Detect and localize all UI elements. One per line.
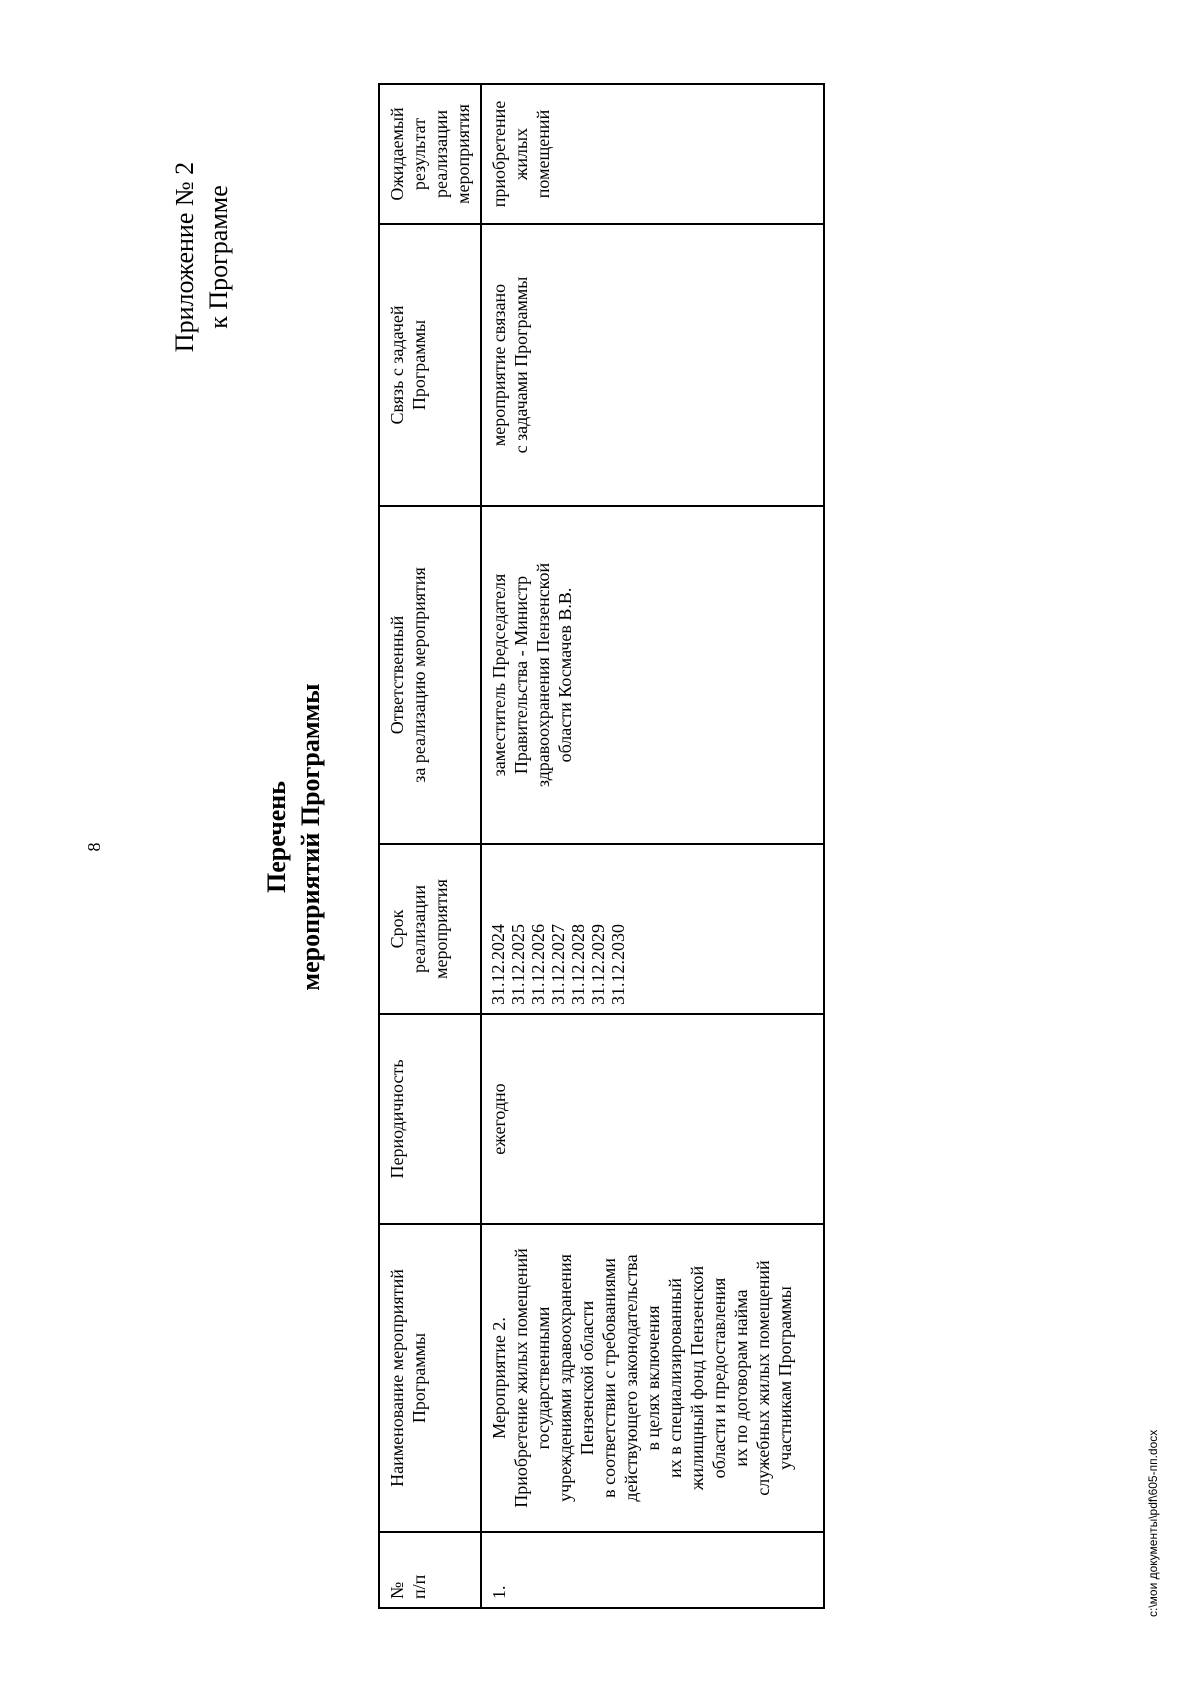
table-header-row — [379, 84, 481, 1608]
header-responsible-line-1: Ответственный — [387, 615, 407, 735]
term-date: 31.12.2024 — [488, 924, 508, 1005]
cell-name — [481, 1224, 824, 1532]
responsible-line: Правительства - Министр — [511, 575, 531, 775]
cell-num: 1. — [481, 1532, 824, 1608]
page-number: 8 — [84, 842, 104, 852]
file-path-footer: c:\мои документы\pdf\605-пп.docx — [1146, 1429, 1160, 1617]
name-line: их по договорам найма — [731, 1289, 751, 1467]
cell-link — [481, 224, 824, 506]
link-line: с задачами Программы — [511, 276, 531, 454]
title-line-2: мероприятий Программы — [296, 683, 325, 991]
link-line: мероприятие связано — [489, 283, 509, 447]
header-periodicity — [379, 1014, 481, 1224]
header-link-line-2: Программы — [409, 319, 429, 411]
header-name-line-2: Программы — [409, 1332, 429, 1424]
name-line: их в специализированный — [665, 1278, 685, 1478]
header-num-line-2: п/п — [409, 1574, 429, 1599]
name-line: Пензенской области — [577, 1300, 597, 1456]
header-name-line-1: Наименование мероприятий — [387, 1269, 407, 1487]
term-date: 31.12.2027 — [548, 924, 568, 1005]
name-line: Мероприятие 2. — [489, 1317, 509, 1439]
header-responsible-line-2: за реализацию мероприятия — [409, 567, 429, 783]
name-line: служебных жилых помещений — [753, 1260, 773, 1496]
term-date: 31.12.2028 — [568, 924, 588, 1005]
cell-periodicity: ежегодно — [481, 1014, 824, 1224]
cell-terms — [481, 844, 824, 1014]
name-line: государственными — [533, 1306, 553, 1450]
name-line: в целях включения — [643, 1305, 663, 1451]
responsible-line: области Космачев В.В. — [555, 587, 575, 763]
header-term — [379, 844, 481, 1014]
name-line: жилищный фонд Пензенской — [687, 1265, 707, 1491]
appendix-note — [168, 97, 236, 417]
name-line: учреждениями здравоохранения — [555, 1254, 575, 1502]
name-line: участникам Программы — [775, 1286, 795, 1470]
header-term-line-1: Срок — [387, 909, 407, 949]
title-line-1: Перечень — [262, 780, 291, 894]
term-date: 31.12.2029 — [588, 924, 608, 1005]
name-line: области и предоставления — [709, 1277, 729, 1479]
name-line: Приобретение жилых помещений — [511, 1248, 531, 1508]
name-line: в соответствии с требованиями — [599, 1258, 619, 1498]
header-result — [379, 84, 481, 224]
term-date: 31.12.2025 — [508, 924, 528, 1005]
header-result-line-2: реализации мероприятия — [431, 104, 473, 204]
result-line: жилых помещений — [511, 109, 553, 199]
header-responsible — [379, 506, 481, 844]
document-title — [260, 537, 328, 1137]
term-date: 31.12.2026 — [528, 924, 548, 1005]
cell-responsible — [481, 506, 824, 844]
name-line: действующего законодательства — [621, 1254, 641, 1502]
header-num-line-1: № — [387, 1581, 407, 1599]
header-term-line-3: мероприятия — [431, 879, 451, 979]
result-line: приобретение — [489, 100, 509, 208]
table-row — [481, 84, 824, 1608]
cell-result — [481, 84, 824, 224]
header-name — [379, 1224, 481, 1532]
responsible-line: заместитель Председателя — [489, 573, 509, 777]
responsible-line: здравоохранения Пензенской — [533, 562, 553, 788]
header-link — [379, 224, 481, 506]
header-link-line-1: Связь с задачей — [387, 305, 407, 425]
header-result-line-1: Ожидаемый результат — [387, 107, 429, 201]
header-num — [379, 1532, 481, 1608]
appendix-line-2: к Программе — [204, 185, 233, 329]
term-date: 31.12.2030 — [608, 924, 628, 1005]
appendix-line-1: Приложение № 2 — [170, 161, 199, 353]
header-term-line-2: реализации — [409, 885, 429, 973]
header-periodicity-text: Периодичность — [387, 1059, 407, 1179]
activities-table — [378, 83, 825, 1609]
